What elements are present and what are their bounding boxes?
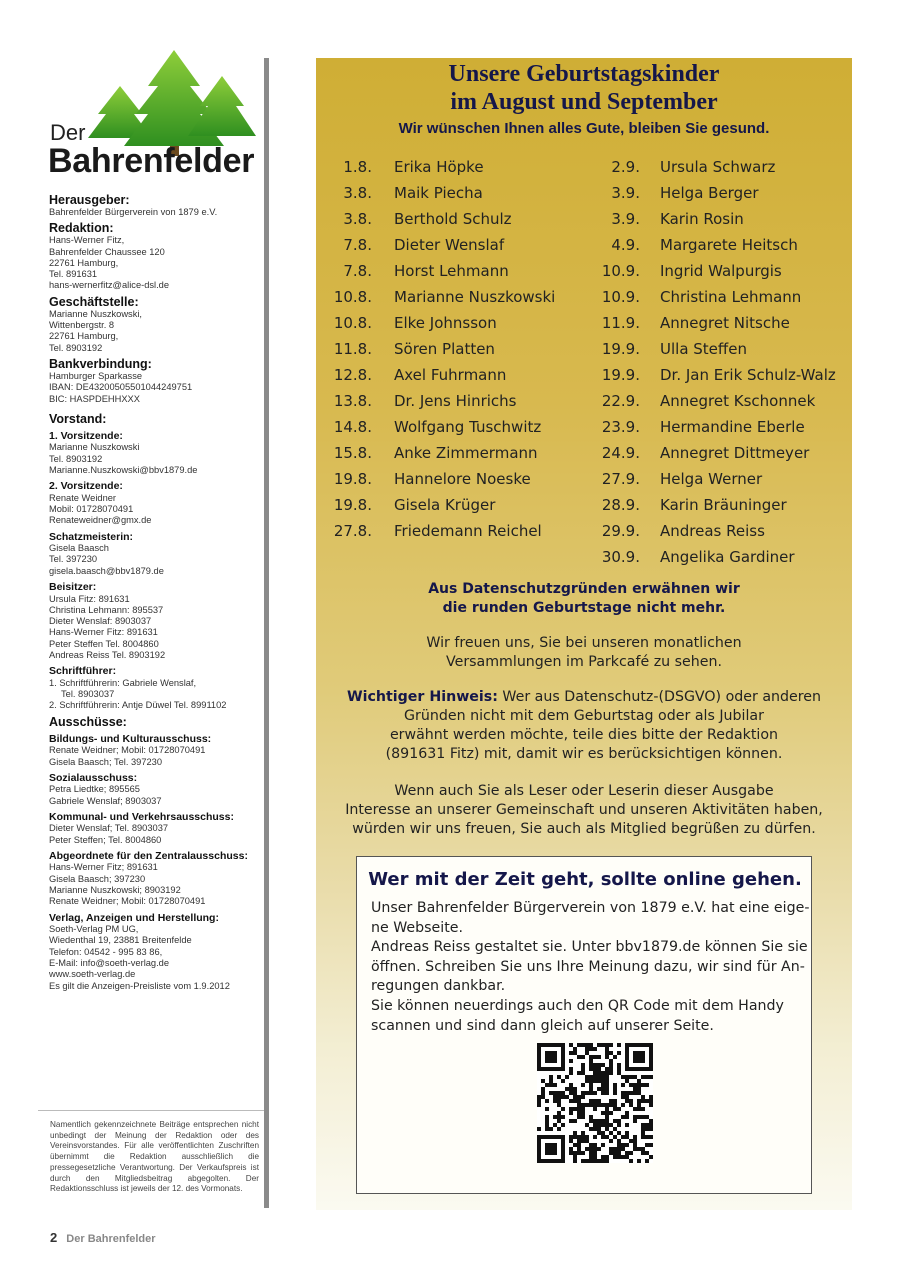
birthday-date: 3.8. [343, 184, 372, 202]
impressum-line: Bahrenfelder Chaussee 120 [49, 246, 165, 257]
birthday-name: Ursula Schwarz [660, 158, 776, 176]
birthday-name: Margarete Heitsch [660, 236, 798, 254]
birthday-date: 10.8. [333, 314, 372, 332]
impressum-line: Renateweidner@gmx.de [49, 515, 152, 526]
leser-line2: Interesse an unserer Gemeinschaft und unseren Aktivitäten haben, [345, 802, 823, 818]
impressum-text [49, 193, 261, 992]
birthday-date: 13.8. [333, 392, 372, 410]
impressum-line: 22761 Hamburg, [49, 331, 119, 342]
panel-title-line2: im August und September [450, 89, 718, 115]
impressum-line: Renate Weidner; Mobil: 01728070491 [49, 745, 206, 756]
datenschutz-note-line2: die runden Geburtstage nicht mehr. [442, 600, 726, 616]
freuen-line2: Versammlungen im Parkcafé zu sehen. [445, 654, 722, 670]
birthday-date: 10.9. [601, 288, 640, 306]
page-number: 2 [50, 1230, 58, 1245]
birthday-name: Dieter Wenslaf [394, 236, 505, 254]
panel-title-line1: Unsere Geburtstagskinder [448, 61, 720, 87]
birthday-name: Ulla Steffen [660, 340, 747, 358]
birthday-name: Andreas Reiss [660, 522, 765, 540]
impressum-line: gisela.baasch@bbv1879.de [49, 565, 164, 576]
birthday-date: 15.8. [333, 444, 372, 462]
impressum-heading: Bankverbindung: [49, 356, 152, 371]
birthday-name: Helga Berger [660, 184, 759, 202]
birthday-panel [316, 58, 852, 1210]
leser-line3: würden wir uns freuen, Sie auch als Mitglied begrüßen zu dürfen. [352, 821, 816, 837]
impressum-line: Es gilt die Anzeigen-Preisliste vom 1.9.2012 [49, 980, 230, 991]
birthday-name: Erika Höpke [394, 158, 484, 176]
birthday-date: 7.8. [343, 236, 372, 254]
birthday-name: Hermandine Eberle [660, 418, 805, 436]
page-footer [50, 1230, 156, 1245]
online-box-title: Wer mit der Zeit geht, sollte online gehen. [368, 869, 802, 890]
birthday-name: Helga Werner [660, 470, 763, 488]
impressum-heading: Geschäftstelle: [49, 294, 139, 309]
birthday-date: 2.9. [611, 158, 640, 176]
birthday-name: Dr. Jan Erik Schulz-Walz [660, 366, 836, 384]
birthday-date: 11.8. [333, 340, 372, 358]
hinweis-label: Wichtiger Hinweis: [346, 689, 498, 705]
birthday-name: Horst Lehmann [394, 262, 509, 280]
impressum-line: BIC: HASPDEHHXXX [49, 393, 140, 404]
impressum-line: Marianne.Nuszkowski@bbv1879.de [49, 464, 198, 475]
hinweis-text: Wer aus Datenschutz-(DSGVO) oder anderen [497, 689, 822, 705]
impressum-heading: 1. Vorsitzende: [49, 429, 123, 442]
impressum-line: Renate Weidner; Mobil: 01728070491 [49, 896, 206, 907]
online-box-line: Sie können neuerdings auch den QR Code mit dem Handy [371, 997, 784, 1014]
impressum-line: www.soeth-verlag.de [49, 969, 136, 980]
impressum-line: Gabriele Wenslaf; 8903037 [49, 795, 162, 806]
online-box-line: scannen und sind dann gleich auf unserer Seite. [371, 1017, 714, 1034]
impressum-line: Tel. 8903192 [49, 453, 103, 464]
impressum-line: Petra Liedtke; 895565 [49, 784, 140, 795]
birthday-date: 4.9. [611, 236, 640, 254]
birthday-date: 23.9. [601, 418, 640, 436]
online-box-line: Andreas Reiss gestaltet sie. Unter bbv1879.de können Sie sie [371, 939, 808, 956]
impressum-line: Soeth-Verlag PM UG, [49, 924, 139, 935]
birthday-name: Dr. Jens Hinrichs [394, 392, 517, 410]
birthday-name: Karin Rosin [660, 210, 744, 228]
birthday-date: 19.9. [601, 340, 640, 358]
impressum-line: Peter Steffen; Tel. 8004860 [49, 834, 162, 845]
impressum-line: Ursula Fitz: 891631 [49, 593, 130, 604]
birthday-name: Maik Piecha [394, 184, 483, 202]
birthday-date: 10.9. [601, 262, 640, 280]
birthday-name: Marianne Nuszkowski [394, 288, 556, 306]
impressum-line: Tel. 8903192 [49, 342, 103, 353]
impressum-line: Bahrenfelder Bürgerverein von 1879 e.V. [49, 207, 218, 217]
birthday-name: Annegret Kschonnek [660, 392, 816, 410]
birthday-date: 14.8. [333, 418, 372, 436]
logo-der: Der [50, 120, 86, 145]
impressum-line: 1. Schriftführerin: Gabriele Wenslaf, [49, 677, 197, 688]
logo-name: Bahrenfelder [48, 142, 255, 180]
impressum-line: Peter Steffen Tel. 8004860 [49, 638, 159, 649]
birthday-date: 11.9. [601, 314, 640, 332]
impressum-line: Gisela Baasch; Tel. 397230 [49, 756, 163, 767]
datenschutz-note-line1: Aus Datenschutzgründen erwähnen wir [428, 581, 740, 597]
impressum-heading: Vorstand: [49, 411, 107, 426]
birthday-date: 19.8. [333, 496, 372, 514]
birthday-date: 30.9. [601, 548, 640, 566]
birthday-date: 28.9. [601, 496, 640, 514]
impressum-line: Hans-Werner Fitz; 891631 [49, 862, 158, 873]
divider [38, 1110, 266, 1111]
birthday-date: 19.8. [333, 470, 372, 488]
birthday-name: Christina Lehmann [660, 288, 802, 306]
impressum-line: Hans-Werner Fitz, [49, 235, 125, 246]
impressum-line: Tel. 891631 [49, 269, 98, 280]
birthday-date: 3.8. [343, 210, 372, 228]
qr-code-icon[interactable] [537, 1043, 653, 1163]
birthday-name: Wolfgang Tuschwitz [394, 418, 542, 436]
disclaimer: Namentlich gekennzeichnete Beiträge entsprechen nicht unbedingt der Meinung der Redaktion oder des Vereinsvorstandes. Für alle veröffentlichten Zuschriften übernimmt die Redaktion ausschließlich die pressegesetzliche Verantwortung. Der Verkaufspreis ist durch den Mitgliedsbeitrag abgegolten. Der Redaktionsschluss ist jeweils der 12. des Vormonats. [50, 1120, 259, 1194]
birthday-name: Hannelore Noeske [394, 470, 531, 488]
birthday-name: Annegret Dittmeyer [660, 444, 810, 462]
footer-title: Der Bahrenfelder [66, 1233, 156, 1245]
birthday-name: Ingrid Walpurgis [660, 262, 782, 280]
freuen-line1: Wir freuen uns, Sie bei unseren monatlichen [426, 635, 742, 651]
impressum-line: Tel. 8903037 [61, 689, 115, 700]
impressum-line: Christina Lehmann: 895537 [49, 604, 164, 615]
impressum-line: Marianne Nuszkowski; 8903192 [49, 885, 181, 896]
birthday-date: 27.8. [333, 522, 372, 540]
birthday-date: 12.8. [333, 366, 372, 384]
column-divider [264, 58, 269, 1208]
online-box-text [371, 899, 810, 1036]
hinweis-line1 [316, 688, 852, 707]
impressum-heading: 2. Vorsitzende: [49, 480, 123, 493]
impressum-heading: Beisitzer: [49, 581, 97, 594]
impressum-line: E-Mail: info@soeth-verlag.de [49, 958, 170, 969]
impressum-line: hans-wernerfitz@alice-dsl.de [49, 280, 170, 291]
online-box-line: Unser Bahrenfelder Bürgerverein von 1879 e.V. hat eine eige- [371, 900, 810, 916]
impressum-heading: Herausgeber: [49, 193, 130, 207]
impressum-heading: Abgeordnete für den Zentralausschuss: [49, 849, 248, 862]
birthday-date: 22.9. [601, 392, 640, 410]
hinweis-line4: (891631 Fitz) mit, damit wir es berücksichtigen können. [385, 746, 783, 762]
impressum-line: Renate Weidner [49, 492, 117, 503]
birthday-date: 10.8. [333, 288, 372, 306]
online-box-line: ne Webseite. [371, 919, 464, 936]
birthday-date: 27.9. [601, 470, 640, 488]
impressum-line: IBAN: DE43200505501044249751 [49, 382, 193, 393]
birthday-date: 24.9. [601, 444, 640, 462]
impressum-heading: Sozialausschuss: [49, 771, 138, 784]
impressum-line: Hans-Werner Fitz: 891631 [49, 627, 158, 638]
birthday-name: Sören Platten [394, 340, 495, 358]
birthday-date: 19.9. [601, 366, 640, 384]
impressum-line: Mobil: 01728070491 [49, 504, 134, 515]
impressum-line: Andreas Reiss Tel. 8903192 [49, 650, 166, 661]
impressum-line: Wiedenthal 19, 23881 Breitenfelde [49, 935, 192, 946]
spacer [49, 405, 261, 409]
impressum-line: Gisela Baasch [49, 543, 109, 554]
impressum-heading: Bildungs- und Kulturausschuss: [49, 732, 212, 745]
birthday-date: 3.9. [611, 210, 640, 228]
leser-line1: Wenn auch Sie als Leser oder Leserin dieser Ausgabe [394, 783, 774, 799]
birthday-name: Elke Johnsson [394, 314, 497, 332]
birthday-name: Gisela Krüger [394, 496, 496, 514]
impressum-line: Gisela Baasch; 397230 [49, 873, 146, 884]
birthday-date: 3.9. [611, 184, 640, 202]
impressum-line: Dieter Wenslaf; Tel. 8903037 [49, 823, 169, 834]
impressum-line: Marianne Nuszkowski, [49, 308, 143, 319]
birthday-name: Annegret Nitsche [660, 314, 790, 332]
impressum-line: Telefon: 04542 - 995 83 86, [49, 946, 163, 957]
online-box-line: öffnen. Schreiben Sie uns Ihre Meinung dazu, wir sind für An- [371, 958, 805, 975]
birthday-name: Axel Fuhrmann [394, 366, 507, 384]
hinweis-line3: erwähnt werden möchte, teile dies bitte der Redaktion [389, 727, 779, 743]
impressum-line: 2. Schriftführerin: Antje Düwel Tel. 8991102 [49, 700, 227, 711]
online-info-box [356, 856, 812, 1194]
birthday-name: Friedemann Reichel [394, 522, 542, 540]
hinweis-line2: Gründen nicht mit dem Geburtstag oder als Jubilar [404, 708, 764, 724]
impressum-line: Marianne Nuszkowski [49, 442, 140, 453]
birthday-date: 1.8. [343, 158, 372, 176]
impressum-line: Hamburger Sparkasse [49, 370, 143, 381]
impressum-heading: Ausschüsse: [49, 714, 127, 729]
impressum-line: 22761 Hamburg, [49, 257, 119, 268]
impressum-column [0, 0, 272, 1280]
impressum-line: Wittenbergstr. 8 [49, 320, 115, 331]
impressum-line: Dieter Wenslaf: 8903037 [49, 616, 152, 627]
impressum-heading: Redaktion: [49, 221, 114, 236]
impressum-heading: Schriftführer: [49, 665, 117, 678]
impressum-heading: Kommunal- und Verkehrsausschuss: [49, 810, 234, 823]
birthday-date: 29.9. [601, 522, 640, 540]
impressum-line: Tel. 397230 [49, 554, 98, 565]
birthday-date: 7.8. [343, 262, 372, 280]
birthday-name: Angelika Gardiner [660, 548, 795, 566]
birthday-name: Berthold Schulz [394, 210, 512, 228]
online-box-line: regungen dankbar. [371, 978, 506, 995]
panel-subtitle: Wir wünschen Ihnen alles Gute, bleiben Sie gesund. [398, 120, 770, 137]
birthday-name: Karin Bräuninger [660, 496, 787, 514]
impressum-heading: Schatzmeisterin: [49, 530, 134, 543]
birthday-name: Anke Zimmermann [394, 444, 538, 462]
impressum-heading: Verlag, Anzeigen und Herstellung: [49, 911, 219, 924]
